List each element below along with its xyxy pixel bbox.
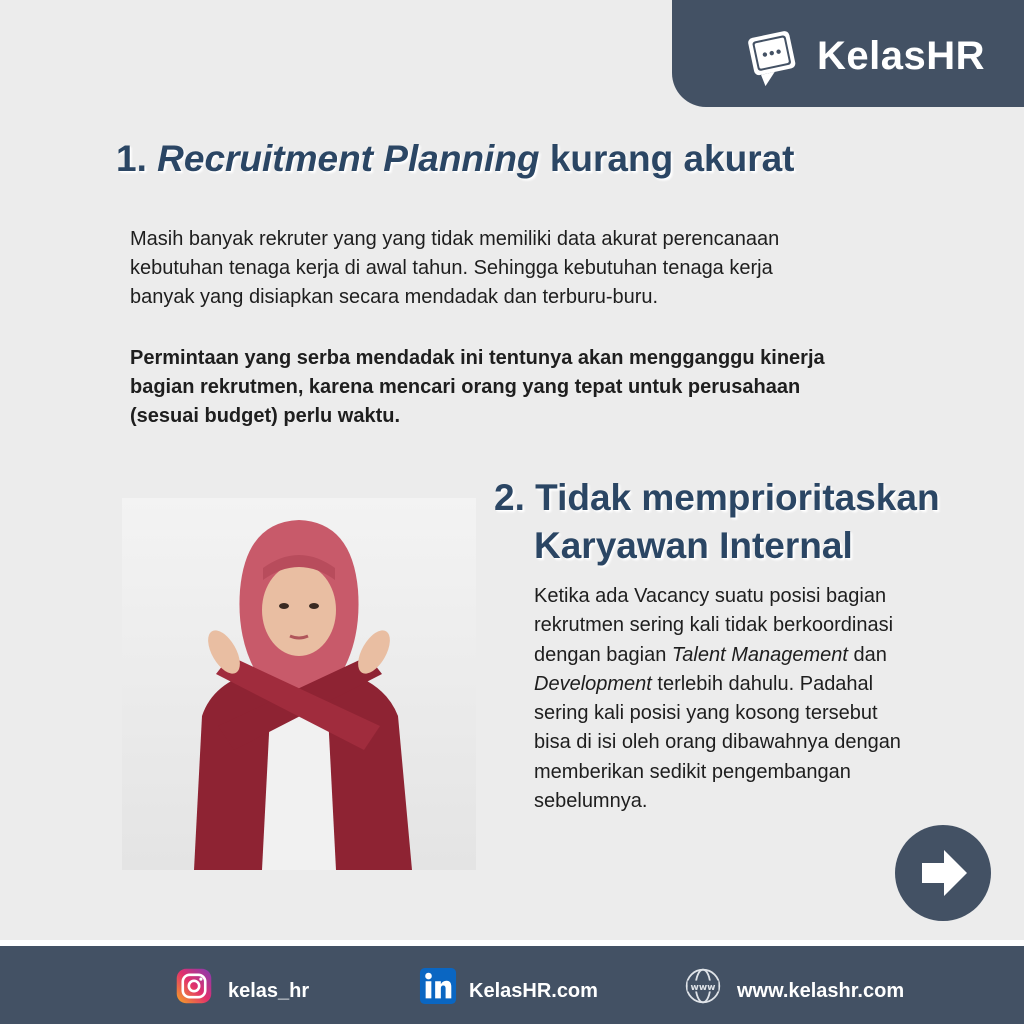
svg-text:www: www (690, 983, 716, 994)
text-line: banyak yang disiapkan secara mendadak dan terburu-buru. (130, 286, 659, 308)
footer-bar (0, 946, 1024, 1024)
text-line: Masih banyak rekruter yang yang tidak memiliki data akurat perencanaan (130, 228, 780, 250)
text-line: memberikan sedikit pengembangan (534, 760, 851, 783)
section1-emphasis-paragraph (130, 344, 930, 431)
next-page-button[interactable] (895, 825, 991, 921)
instagram-icon[interactable] (172, 967, 216, 1005)
section2-paragraph (534, 582, 974, 816)
section2-heading (494, 474, 940, 570)
globe-www-icon[interactable] (682, 967, 724, 1005)
text-line: terlebih dahulu. Padahal (651, 672, 874, 695)
section2-title-line2: Karyawan Internal (534, 525, 853, 566)
text-line: dengan bagian (534, 643, 672, 666)
brand-header (672, 0, 1024, 107)
text-line: Ketika ada Vacancy suatu posisi bagian (534, 585, 887, 607)
text-emphasis: Development (534, 672, 652, 695)
text-line: rekrutmen sering kali tidak berkoordinasi (534, 614, 894, 637)
section1-paragraph (130, 225, 930, 312)
text-line: dan (847, 643, 887, 666)
text-line: bagian rekrutmen, karena mencari orang yang tepat untuk perusahaan (130, 376, 801, 398)
section1-number: 1. (116, 138, 147, 179)
section1-title-italic: Recruitment Planning (157, 138, 540, 179)
linkedin-link[interactable]: KelasHR.com (469, 980, 598, 1002)
woman-illustration (122, 498, 476, 870)
chat-book-icon (742, 28, 804, 90)
section1-title-rest: kurang akurat (549, 138, 795, 179)
text-line: kebutuhan tenaga kerja di awal tahun. Sehingga kebutuhan tenaga kerja (130, 257, 773, 279)
text-line: sebelumnya. (534, 790, 648, 813)
arrow-right-icon (895, 825, 991, 921)
linkedin-icon[interactable] (418, 967, 458, 1005)
section1-heading (116, 138, 795, 180)
website-link[interactable]: www.kelashr.com (737, 980, 905, 1002)
section2-title-line1: 2. Tidak memprioritaskan (494, 477, 940, 518)
text-line: bisa di isi oleh orang dibawahnya dengan (534, 731, 901, 754)
woman-crossed-arms-photo (122, 498, 476, 870)
brand-name: KelasHR (817, 34, 986, 78)
text-line: sering kali posisi yang kosong tersebut (534, 702, 878, 725)
instagram-handle-link[interactable]: kelas_hr (228, 980, 310, 1002)
text-emphasis: Talent Management (671, 643, 848, 666)
text-line: (sesuai budget) perlu waktu. (130, 405, 401, 427)
text-line: Permintaan yang serba mendadak ini tentunya akan mengganggu kinerja (130, 347, 825, 369)
